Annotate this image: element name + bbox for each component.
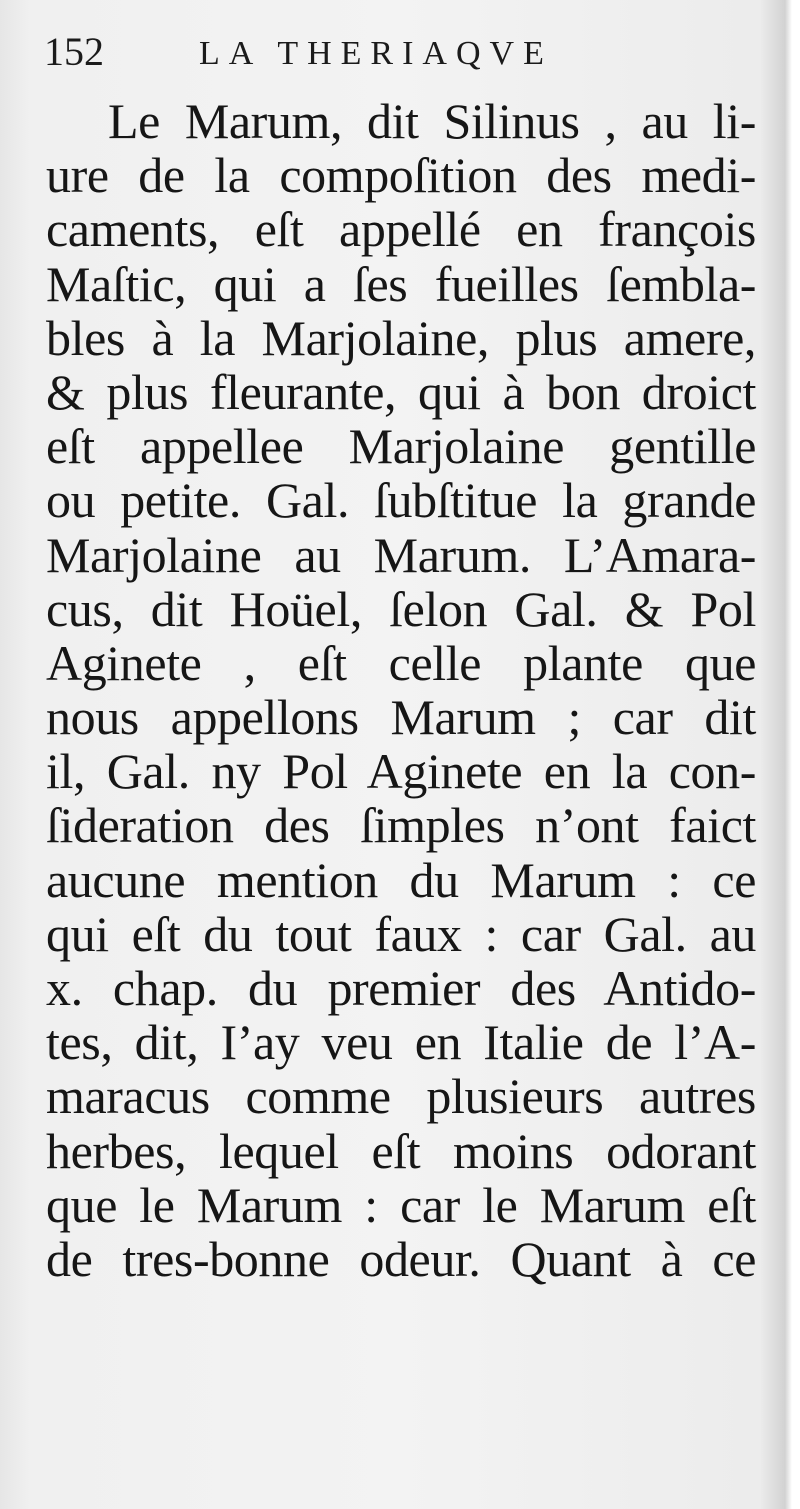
body-text	[46, 94, 756, 1286]
page-header	[44, 26, 744, 76]
text-line: & plus fleurante, qui à bon droict	[46, 363, 756, 420]
text-line: qui eſt du tout faux : car Gal. au	[46, 905, 756, 962]
text-line: Le Marum, dit Silinus , au li-	[108, 93, 756, 149]
text-line: ſideration des ſimples n’ont faict	[46, 797, 756, 854]
text-line: que le Marum : car le Marum eſt	[46, 1176, 756, 1233]
text-line: il, Gal. ny Pol Aginete en la con-	[46, 743, 756, 800]
text-line: eſt appellee Marjolaine gentille	[46, 418, 756, 475]
page-number: 152	[44, 29, 104, 74]
text-line: tes, dit, I’ay veu en Italie de l’A-	[46, 1014, 756, 1071]
text-line: Marjolaine au Marum. L’Amara-	[46, 526, 756, 583]
text-line: Aginete , eſt celle plante que	[46, 634, 756, 691]
text-line: herbes, lequel eſt moins odorant	[46, 1122, 756, 1179]
running-title: LA THERIAQVE	[199, 35, 553, 72]
text-line: Maſtic, qui a ſes fueilles ſembla-	[46, 255, 756, 312]
text-line: de tres-bonne odeur. Quant à ce	[46, 1230, 756, 1287]
text-line: cus, dit Hoüel, ſelon Gal. & Pol	[46, 580, 756, 637]
text-line: ure de la compoſition des medi-	[46, 147, 756, 204]
text-line: nous appellons Marum ; car dit	[46, 689, 756, 746]
text-line: ou petite. Gal. ſubſtitue la grande	[46, 472, 756, 529]
text-line: x. chap. du premier des Antido-	[46, 960, 756, 1016]
text-line: aucune mention du Marum : ce	[46, 851, 756, 908]
text-line: maracus comme plusieurs autres	[46, 1068, 756, 1125]
text-line: caments, eſt appellé en françois	[46, 201, 756, 258]
text-line: bles à la Marjolaine, plus amere,	[46, 309, 756, 366]
